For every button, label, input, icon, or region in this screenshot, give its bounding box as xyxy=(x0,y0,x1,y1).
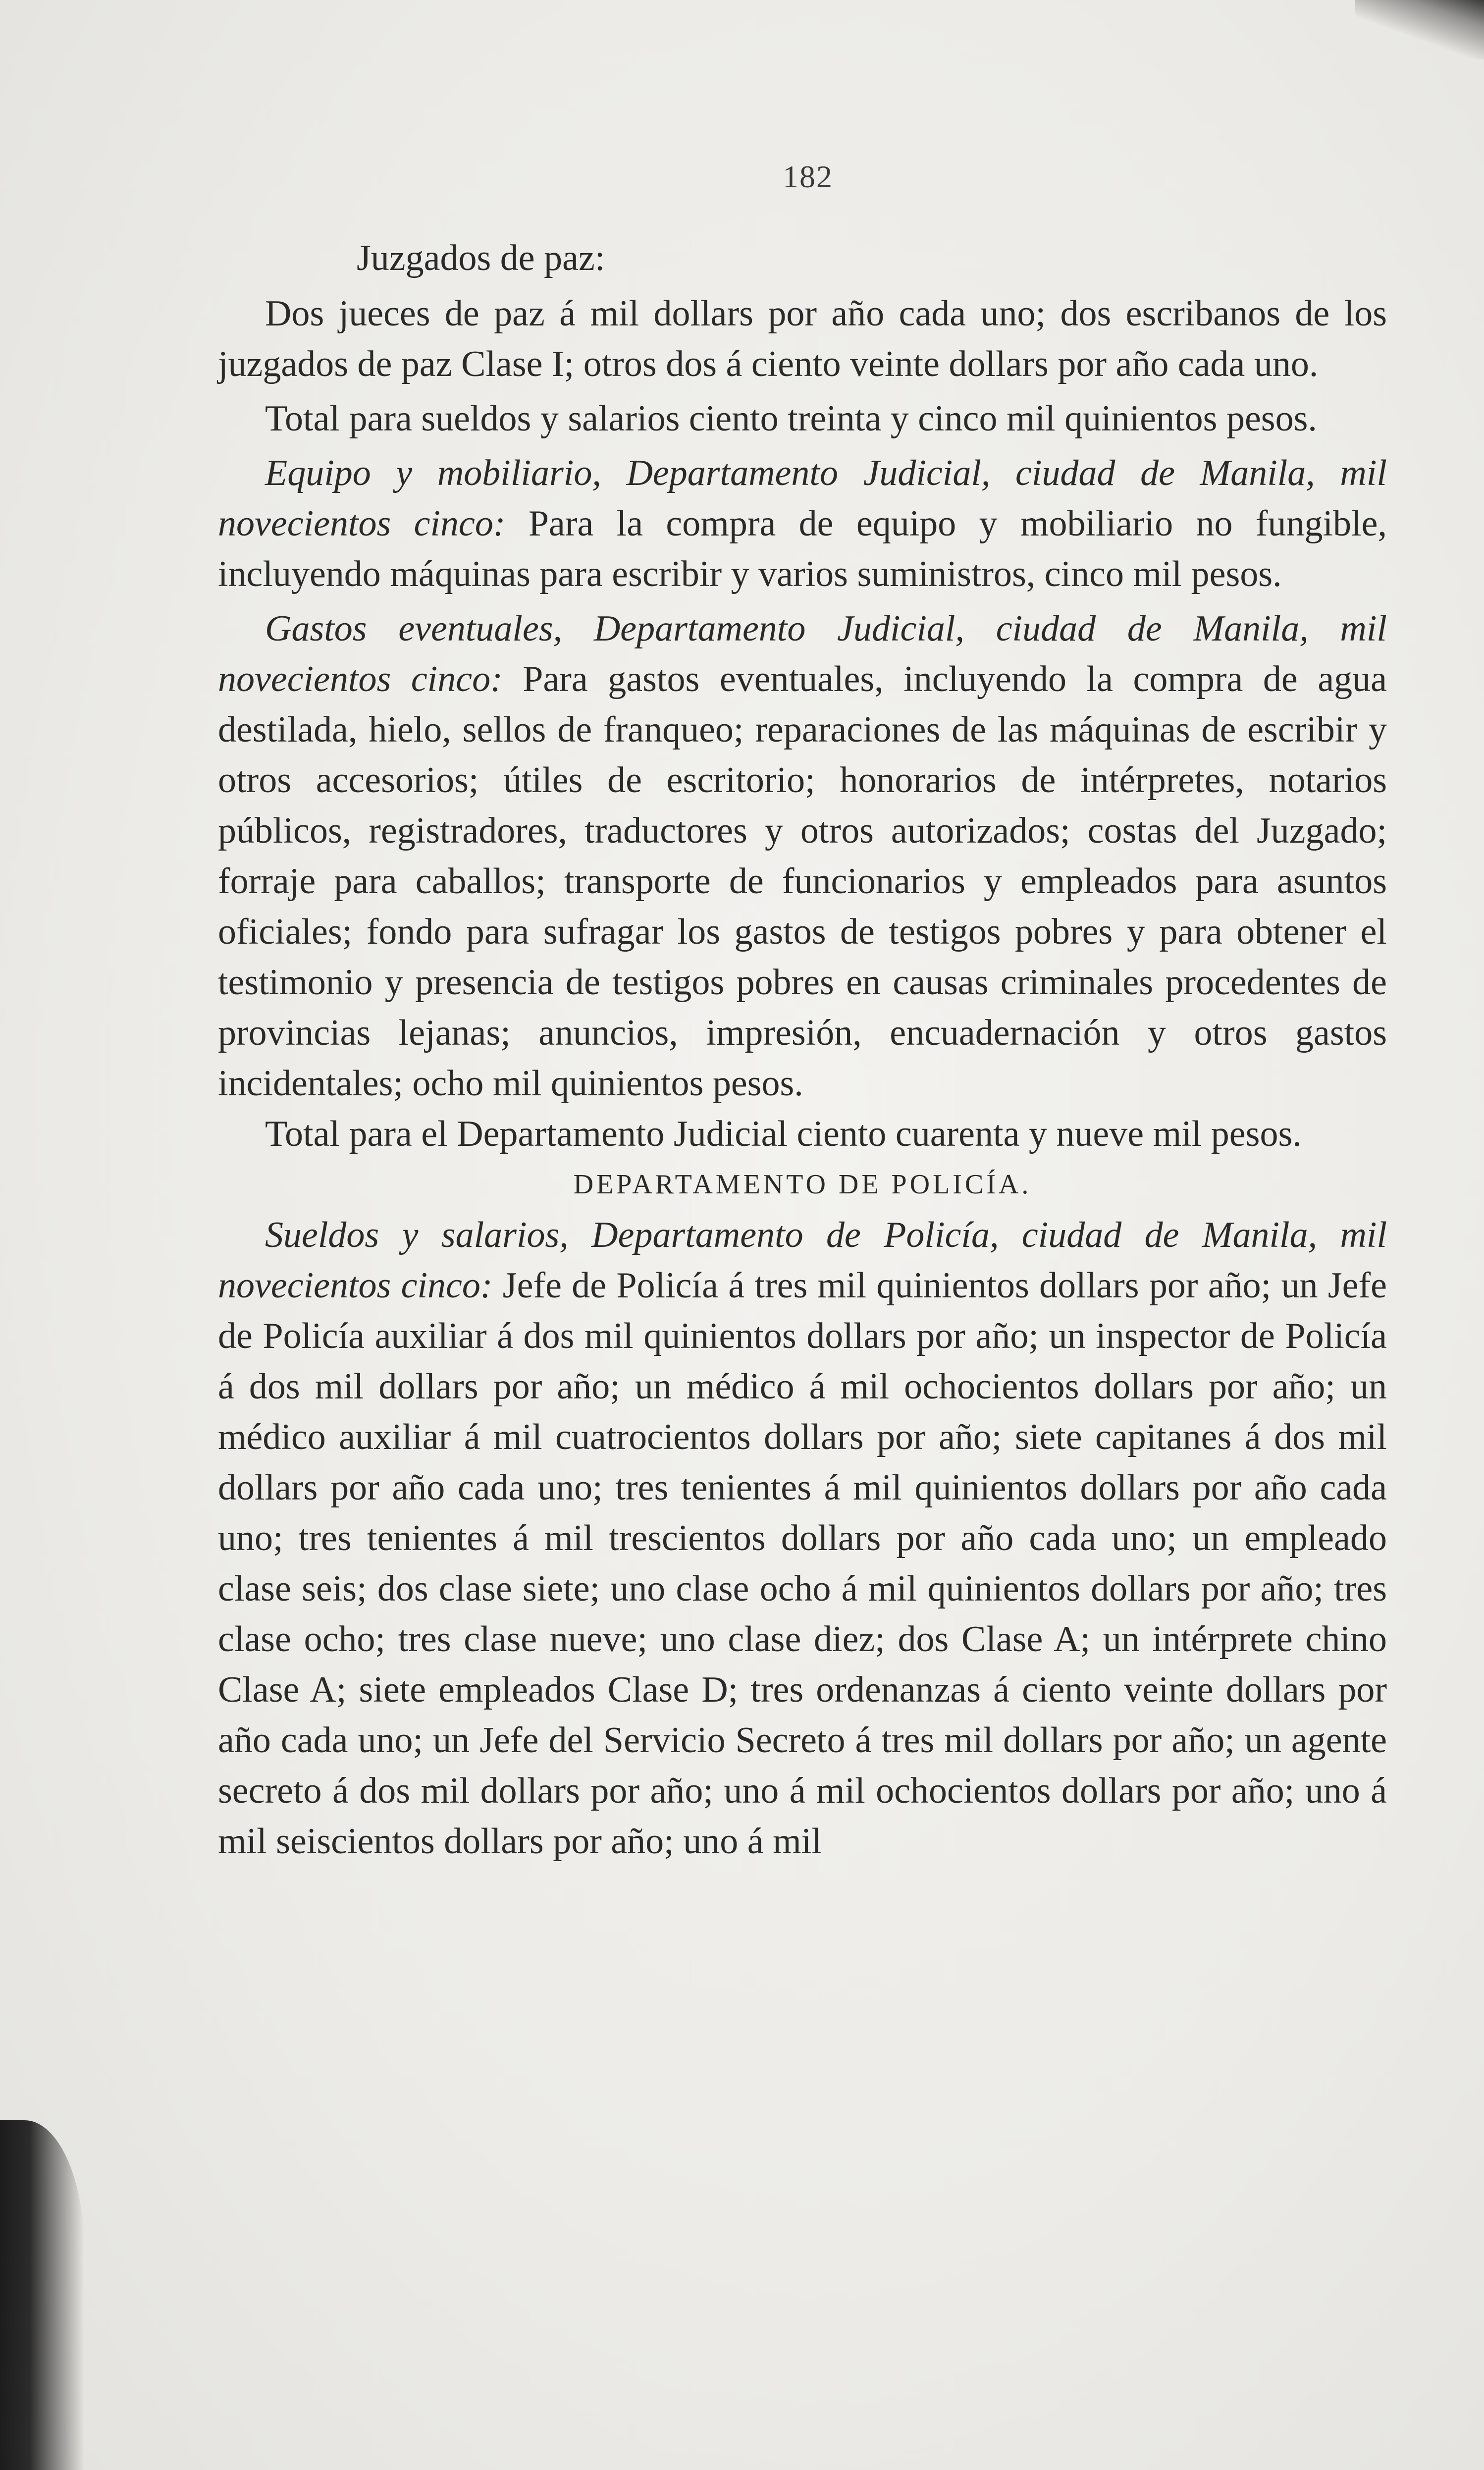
scan-shadow-bottom-left xyxy=(0,2120,84,2470)
page-number: 182 xyxy=(783,159,833,194)
equipo-lead: Equipo y mobiliario, Departamento Judicial, ciudad de Manila, mil novecientos cinco: xyxy=(218,453,1387,544)
scan-shadow-top-right xyxy=(1355,0,1484,59)
policia-body: Jefe de Policía á tres mil quinientos dollars por año; un Jefe de Policía auxiliar á dos mil quinientos dollars por año; un inspector de Policía á dos mil dollars por año; un médico á mil ochocientos dollars por año; un médico auxiliar á mil cuatrocientos dollars por año; siete capitanes á dos mil dollars por año cada uno; tres tenientes á mil quinientos dollars por año cada uno; tres tenientes á mil trescientos dollars por año cada uno; un empleado clase seis; dos clase siete; uno clase ocho á mil quinientos dollars por año; tres clase ocho; tres clase nueve; uno clase diez; dos Clase A; un intérprete chino Clase A; siete empleados Clase D; tres ordenanzas á ciento veinte dollars por año cada uno; un Jefe del Servicio Secreto á tres mil dollars por año; un agente secreto á dos mil dollars por año; uno á mil ochocientos dollars por año; uno á mil seiscientos dollars por año; uno á mil xyxy=(218,1265,1387,1862)
paragraph-total-judicial: Total para el Departamento Judicial ciento cuarenta y nueve mil pesos. xyxy=(265,1114,1302,1154)
policia-lead: Sueldos y salarios, Departamento de Policía, ciudad de Manila, mil novecientos cinco: xyxy=(218,1215,1387,1306)
paragraph-gastos xyxy=(218,603,1387,1109)
paragraph-equipo xyxy=(218,448,1387,599)
paragraph-total-sueldos: Total para sueldos y salarios ciento treinta y cinco mil quinientos pesos. xyxy=(265,398,1317,439)
body-text xyxy=(218,233,1387,1867)
paragraph-jueces: Dos jueces de paz á mil dollars por año cada uno; dos escribanos de los juzgados de paz Clase I; otros dos á ciento veinte dollars por año cada uno. xyxy=(218,293,1387,384)
section-heading-policia: DEPARTAMENTO DE POLICÍA. xyxy=(573,1169,1032,1200)
paragraph-sueldos-policia xyxy=(218,1210,1387,1867)
juzgados-heading: Juzgados de paz: xyxy=(357,238,605,278)
gastos-lead: Gastos eventuales, Departamento Judicial, ciudad de Manila, mil novecientos cinco: xyxy=(218,608,1387,699)
equipo-body: Para la compra de equipo y mobiliario no fungible, incluyendo máquinas para escribir y varios suministros, cinco mil pesos. xyxy=(218,503,1387,594)
gastos-body: Para gastos eventuales, incluyendo la compra de agua destilada, hielo, sellos de franqueo; reparaciones de las máquinas de escribir y otros accesorios; útiles de escritorio; honorarios de intérpretes, notarios públicos, registradores, traductores y otros autorizados; costas del Juzgado; forraje para caballos; transporte de funcionarios y empleados para asuntos oficiales; fondo para sufragar los gastos de testigos pobres y para obtener el testimonio y presencia de testigos pobres en causas criminales procedentes de provincias lejanas; anuncios, impresión, encuadernación y otros gastos incidentales; ocho mil quinientos pesos. xyxy=(218,659,1387,1104)
